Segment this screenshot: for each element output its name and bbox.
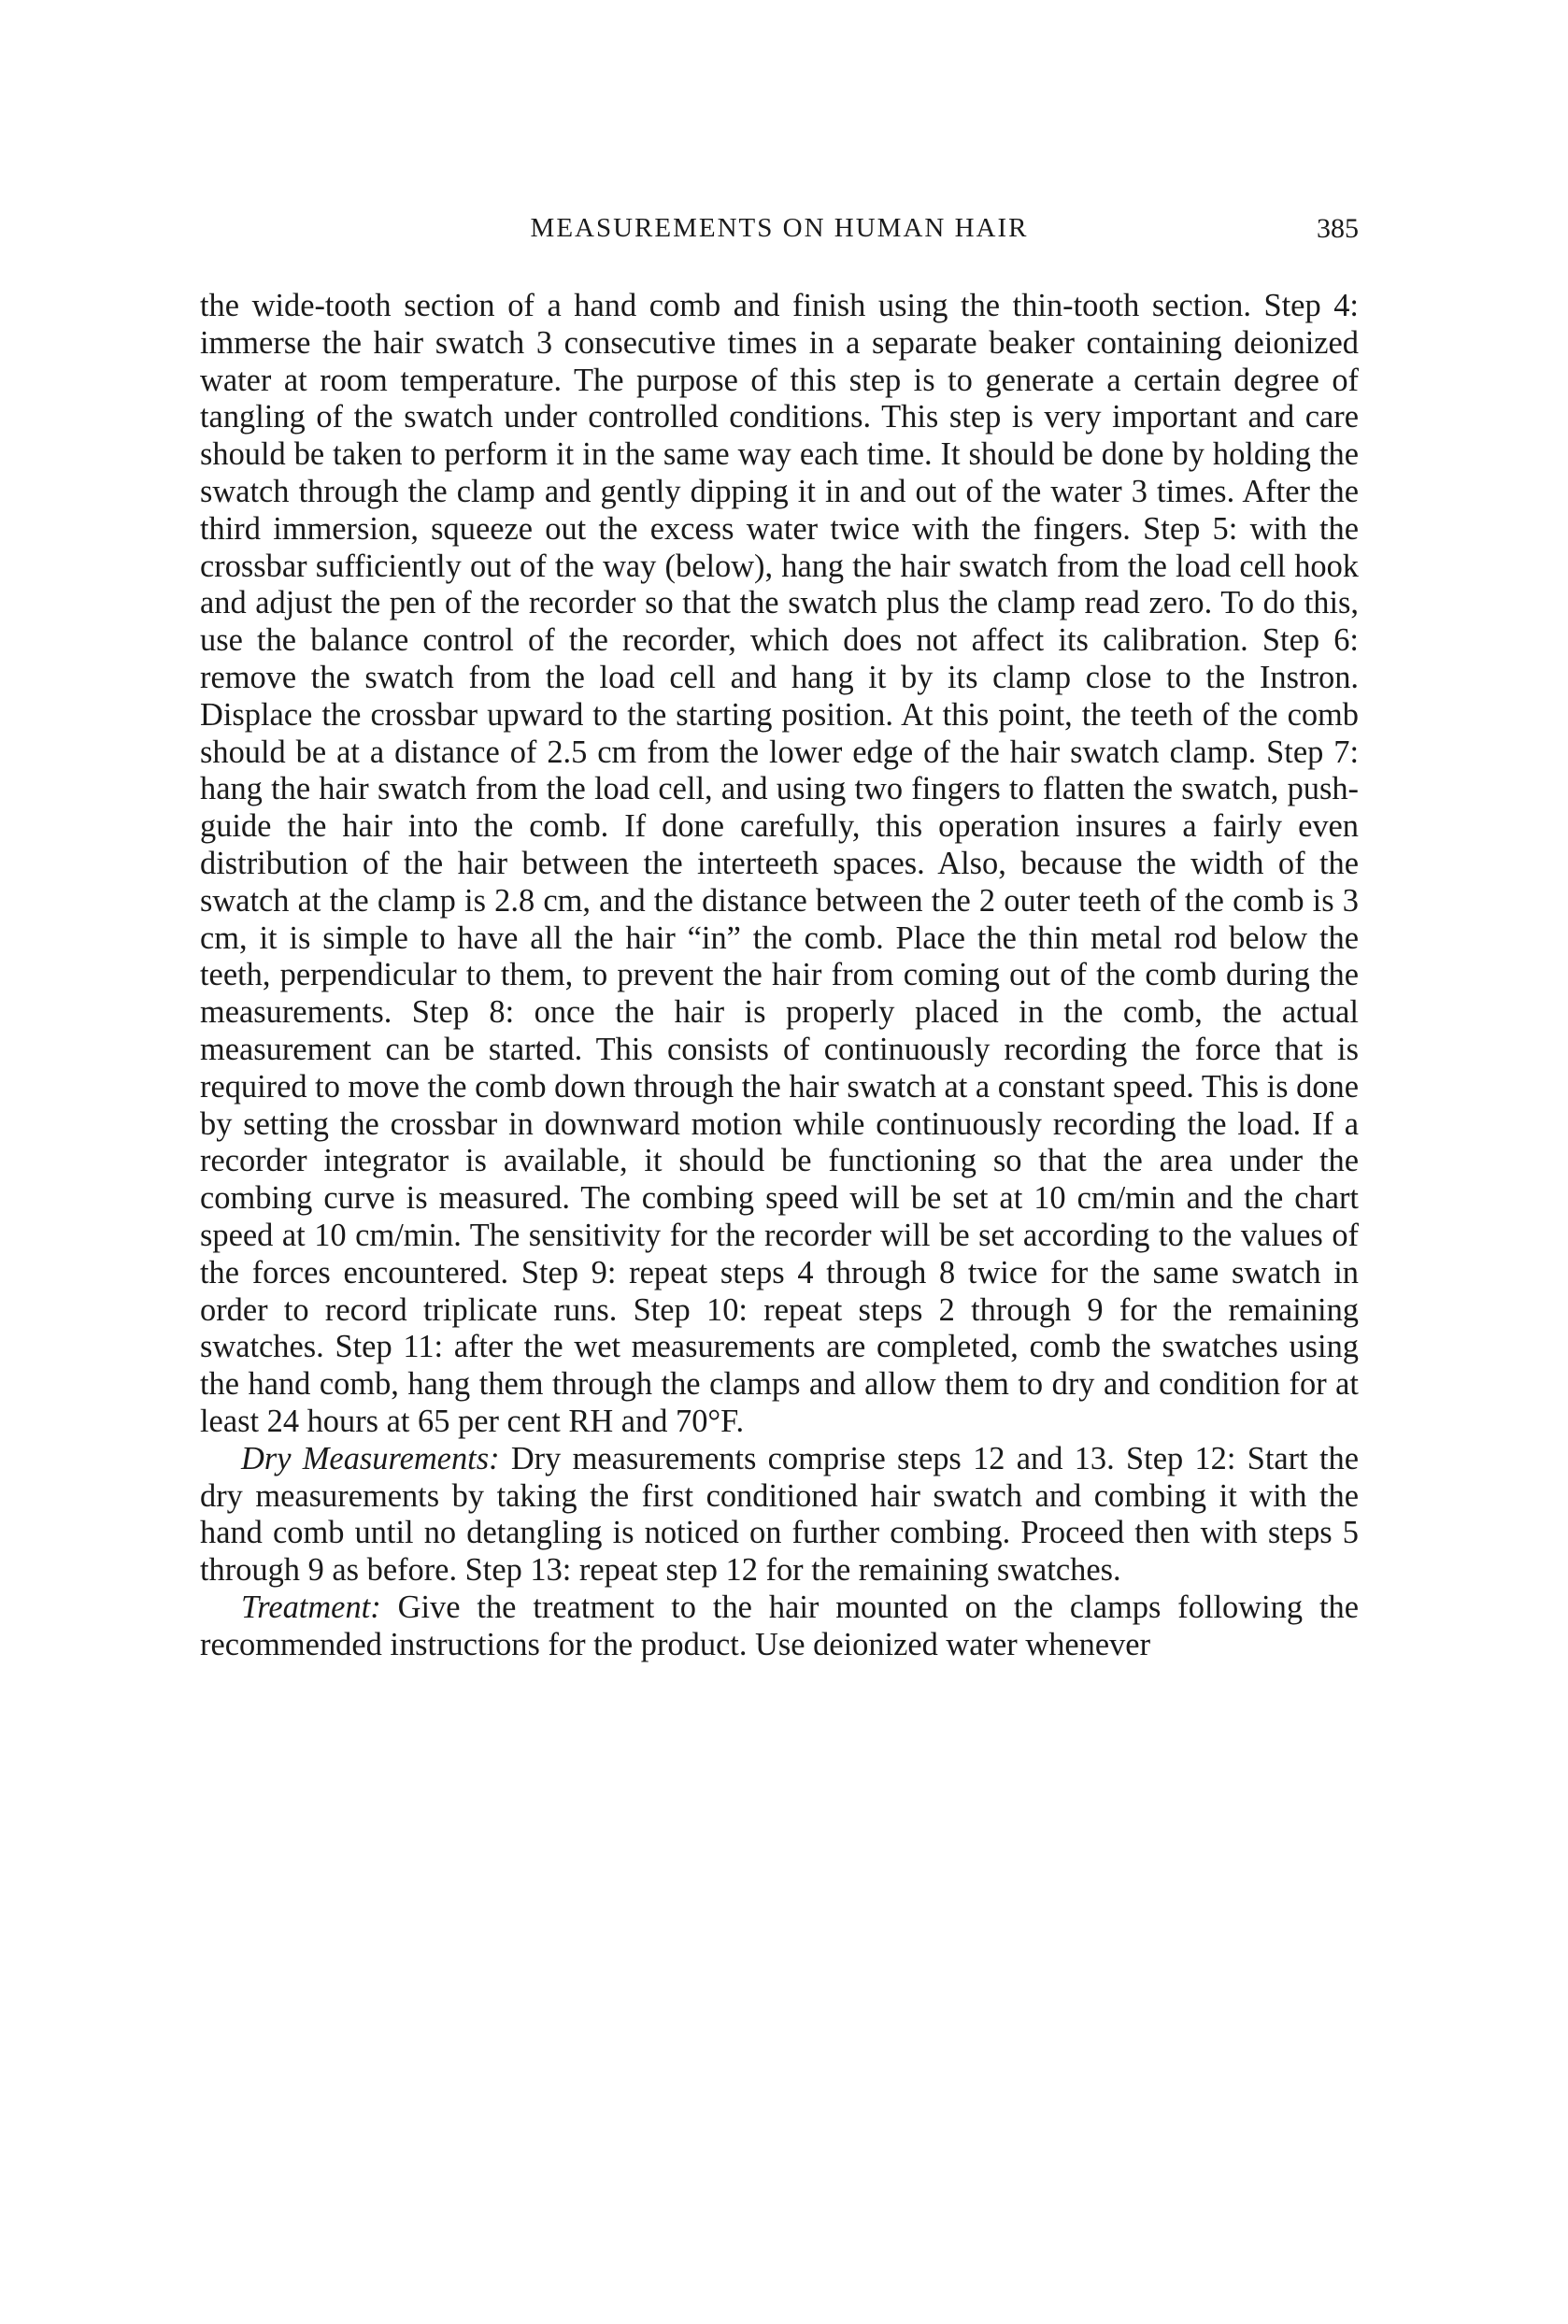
treatment-text: Give the treatment to the hair mounted on the clamps following the recommended instructions for the product. Use deionized water whenever: [200, 1589, 1359, 1662]
running-head: [200, 213, 1359, 254]
paragraph-wet-procedure: the wide-tooth section of a hand comb and finish using the thin-tooth section. Step 4: immerse the hair swatch 3 consecutive times in a separate beaker containing deionized water at room temperature. The purpose of this step is to generate a certain degree of tangling of the swatch under controlled conditions. This step is very important and care should be taken to perform it in the same way each time. It should be done by holding the swatch through the clamp and gently dipping it in and out of the water 3 times. After the third immersion, squeeze out the excess water twice with the fingers. Step 5: with the crossbar sufficiently out of the way (below), hang the hair swatch from the load cell hook and adjust the pen of the recorder so that the swatch plus the clamp read zero. To do this, use the balance control of the recorder, which does not affect its calibration. Step 6: remove the swatch from the load cell and hang it by its clamp close to the Instron. Displace the crossbar upward to the starting position. At this point, the teeth of the comb should be at a distance of 2.5 cm from the lower edge of the hair swatch clamp. Step 7: hang the hair swatch from the load cell, and using two fingers to flatten the swatch, push-guide the hair into the comb. If done carefully, this operation insures a fairly even distribution of the hair between the interteeth spaces. Also, because the width of the swatch at the clamp is 2.8 cm, and the distance between the 2 outer teeth of the comb is 3 cm, it is simple to have all the hair “in” the comb. Place the thin metal rod below the teeth, perpendicular to them, to prevent the hair from coming out of the comb during the measurements. Step 8: once the hair is properly placed in the comb, the actual measurement can be started. This consists of continuously recording the force that is required to move the comb down through the hair swatch at a constant speed. This is done by setting the crossbar in downward motion while continuously recording the load. If a recorder integrator is available, it should be functioning so that the area under the combing curve is measured. The combing speed will be set at 10 cm/min and the chart speed at 10 cm/min. The sensitivity for the recorder will be set according to the values of the forces encountered. Step 9: repeat steps 4 through 8 twice for the same swatch in order to record triplicate runs. Step 10: repeat steps 2 through 9 for the remaining swatches. Step 11: after the wet measurements are completed, comb the swatches using the hand comb, hang them through the clamps and allow them to dry and condition for at least 24 hours at 65 per cent RH and 70°F.: [200, 288, 1359, 1439]
dry-measurements-heading: Dry Measurements:: [241, 1440, 500, 1476]
dry-measurements-text: Dry measurements comprise steps 12 and 13. Step 12: Start the dry measurements by taking the first conditioned hair swatch and combing it with the hand comb until no detangling is noticed on further combing. Proceed then with steps 5 through 9 as before. Step 13: repeat step 12 for the remaining swatches.: [200, 1440, 1359, 1589]
paragraph-dry-measurements: [200, 1441, 1359, 1590]
paragraph-treatment: [200, 1590, 1359, 1664]
page-number: 385: [1317, 213, 1359, 244]
body-text: [200, 288, 1359, 1663]
treatment-heading: Treatment:: [241, 1589, 381, 1625]
running-title: MEASUREMENTS ON HUMAN HAIR: [530, 213, 1029, 243]
